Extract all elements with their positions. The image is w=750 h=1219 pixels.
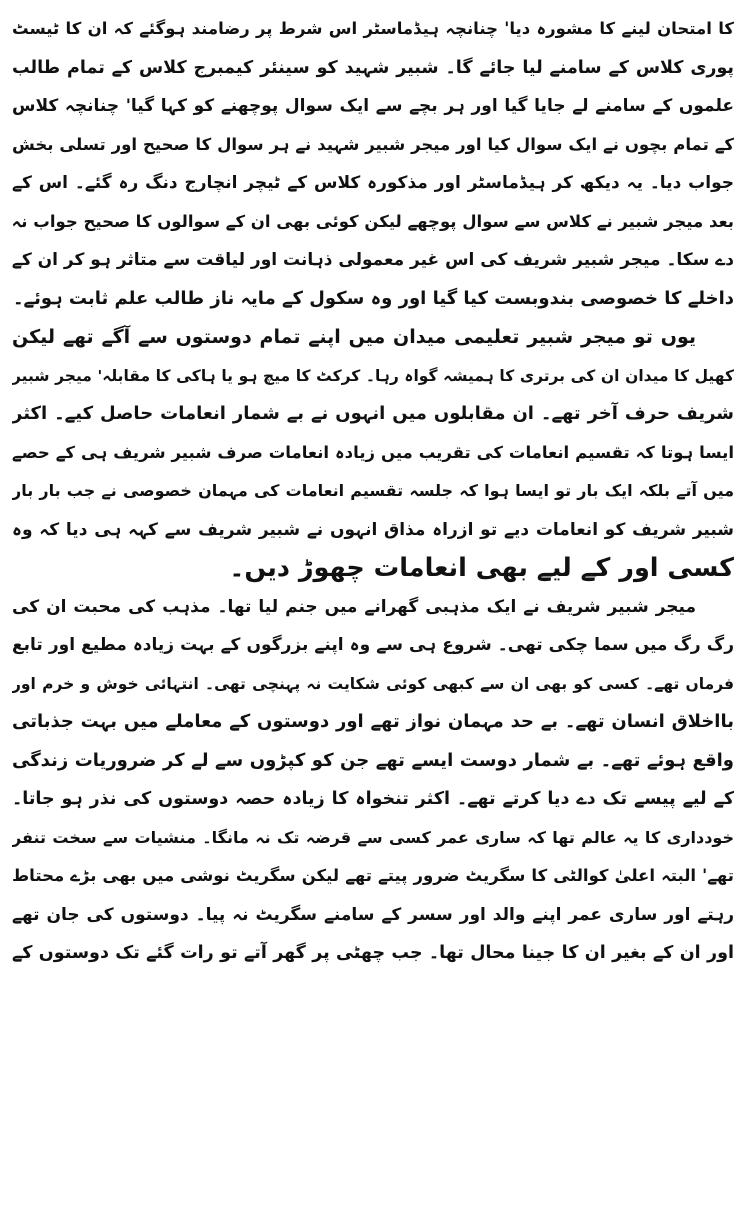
text-line: واقع ہوئے تھے۔ بے شمار دوست ایسے تھے جن کو کپڑوں سے لے کر ضروریات زندگی — [12, 749, 734, 771]
text-line: یوں تو میجر شبیر تعلیمی میدان میں اپنے تمام دوستوں سے آگے تھے لیکن — [12, 326, 696, 348]
text-line: کے لیے پیسے تک دے دیا کرتے تھے۔ اکثر تنخواہ کا زیادہ حصہ دوستوں کی نذر ہو جاتا۔ — [12, 789, 734, 809]
text-line: خودداری کا یہ عالم تھا کہ ساری عمر کسی سے قرضہ تک نہ مانگا۔ منشیات سے سخت تنفر — [12, 827, 734, 847]
text-line: بااخلاق انسان تھے۔ بے حد مہمان نواز تھے اور دوستوں کے معاملے میں بہت جذباتی — [12, 711, 734, 732]
paragraph-1 — [12, 10, 734, 318]
text-line: جواب دیا۔ یہ دیکھ کر ہیڈماسٹر اور مذکورہ کلاس کے ٹیچر انچارج دنگ رہ گئے۔ اس کے — [12, 173, 734, 193]
text-line: شبیر شریف کو انعامات دیے تو ازراہ مذاق انہوں نے شبیر شریف سے کہہ ہی دیا کہ وہ — [12, 519, 734, 540]
text-line: میں آتے بلکہ ایک بار تو ایسا ہوا کہ جلسہ تقسیم انعامات کی مہمان خصوصی نے جب بار بار — [12, 481, 734, 500]
text-line: رہتے اور ساری عمر اپنے والد اور سسر کے سامنے سگریٹ نہ پیا۔ دوستوں کی جان تھے — [12, 904, 734, 925]
text-line: رگ رگ میں سما چکی تھی۔ شروع ہی سے وہ اپنے بزرگوں کے بہت زیادہ مطیع اور تابع — [12, 635, 734, 655]
text-line: کا امتحان لینے کا مشورہ دیا' چنانچہ ہیڈماسٹر اس شرط پر رضامند ہوگئے کہ ان کا ٹیسٹ — [12, 19, 734, 38]
text-line: کسی اور کے لیے بھی انعامات چھوڑ دیں۔ — [229, 553, 734, 583]
text-line: کھیل کا میدان ان کی برتری کا ہمیشہ گواہ رہا۔ کرکٹ کا میچ ہو یا ہاکی کا مقابلہ' میجر شبیر — [12, 366, 734, 385]
text-line: شریف حرف آخر تھے۔ ان مقابلوں میں انہوں نے بے شمار انعامات حاصل کیے۔ اکثر — [12, 403, 734, 424]
text-line: تھے' البتہ اعلیٰ کوالٹی کا سگریٹ ضرور پیتے تھے لیکن سگریٹ نوشی میں بھی بڑے محتاط — [12, 866, 734, 885]
text-line: فرماں تھے۔ کسی کو بھی ان سے کبھی کوئی شکایت نہ پہنچی تھی۔ انتہائی خوش و خرم اور — [12, 674, 734, 693]
text-line: اور ان کے بغیر ان کا جینا محال تھا۔ جب چھٹی پر گھر آتے تو رات گئے تک دوستوں کے — [12, 943, 734, 963]
text-line: دے سکا۔ میجر شبیر شریف کی اس غیر معمولی ذہانت اور لیاقت سے متاثر ہو کر ان کے — [12, 250, 734, 270]
text-line: میجر شبیر شریف نے ایک مذہبی گھرانے میں جنم لیا تھا۔ مذہب کی محبت ان کی — [12, 596, 696, 617]
text-line: پوری کلاس کے سامنے لیا جائے گا۔ شبیر شہید کو سینئر کیمبرج کلاس کے تمام طالب — [12, 57, 734, 78]
text-line: کے تمام بچوں نے ایک سوال کیا اور میجر شبیر شہید نے ہر سوال کا صحیح اور تسلی بخش — [12, 134, 734, 154]
text-line: علموں کے سامنے لے جایا گیا اور ہر بچے سے ایک سوال پوچھنے کو کہا گیا' چنانچہ کلاس — [12, 96, 734, 116]
text-line: داخلے کا خصوصی بندوبست کیا گیا اور وہ سکول کے مایہ ناز طالب علم ثابت ہوئے۔ — [12, 287, 734, 309]
text-line: ایسا ہوتا کہ تقسیم انعامات کی تقریب میں زیادہ انعامات صرف شبیر شریف ہی کے حصے — [12, 442, 734, 462]
paragraph-2 — [12, 318, 734, 588]
paragraph-3 — [12, 588, 734, 973]
text-line: بعد میجر شبیر نے کلاس سے سوال پوچھے لیکن کوئی بھی ان کے سوالوں کا صحیح جواب نہ — [12, 211, 734, 231]
